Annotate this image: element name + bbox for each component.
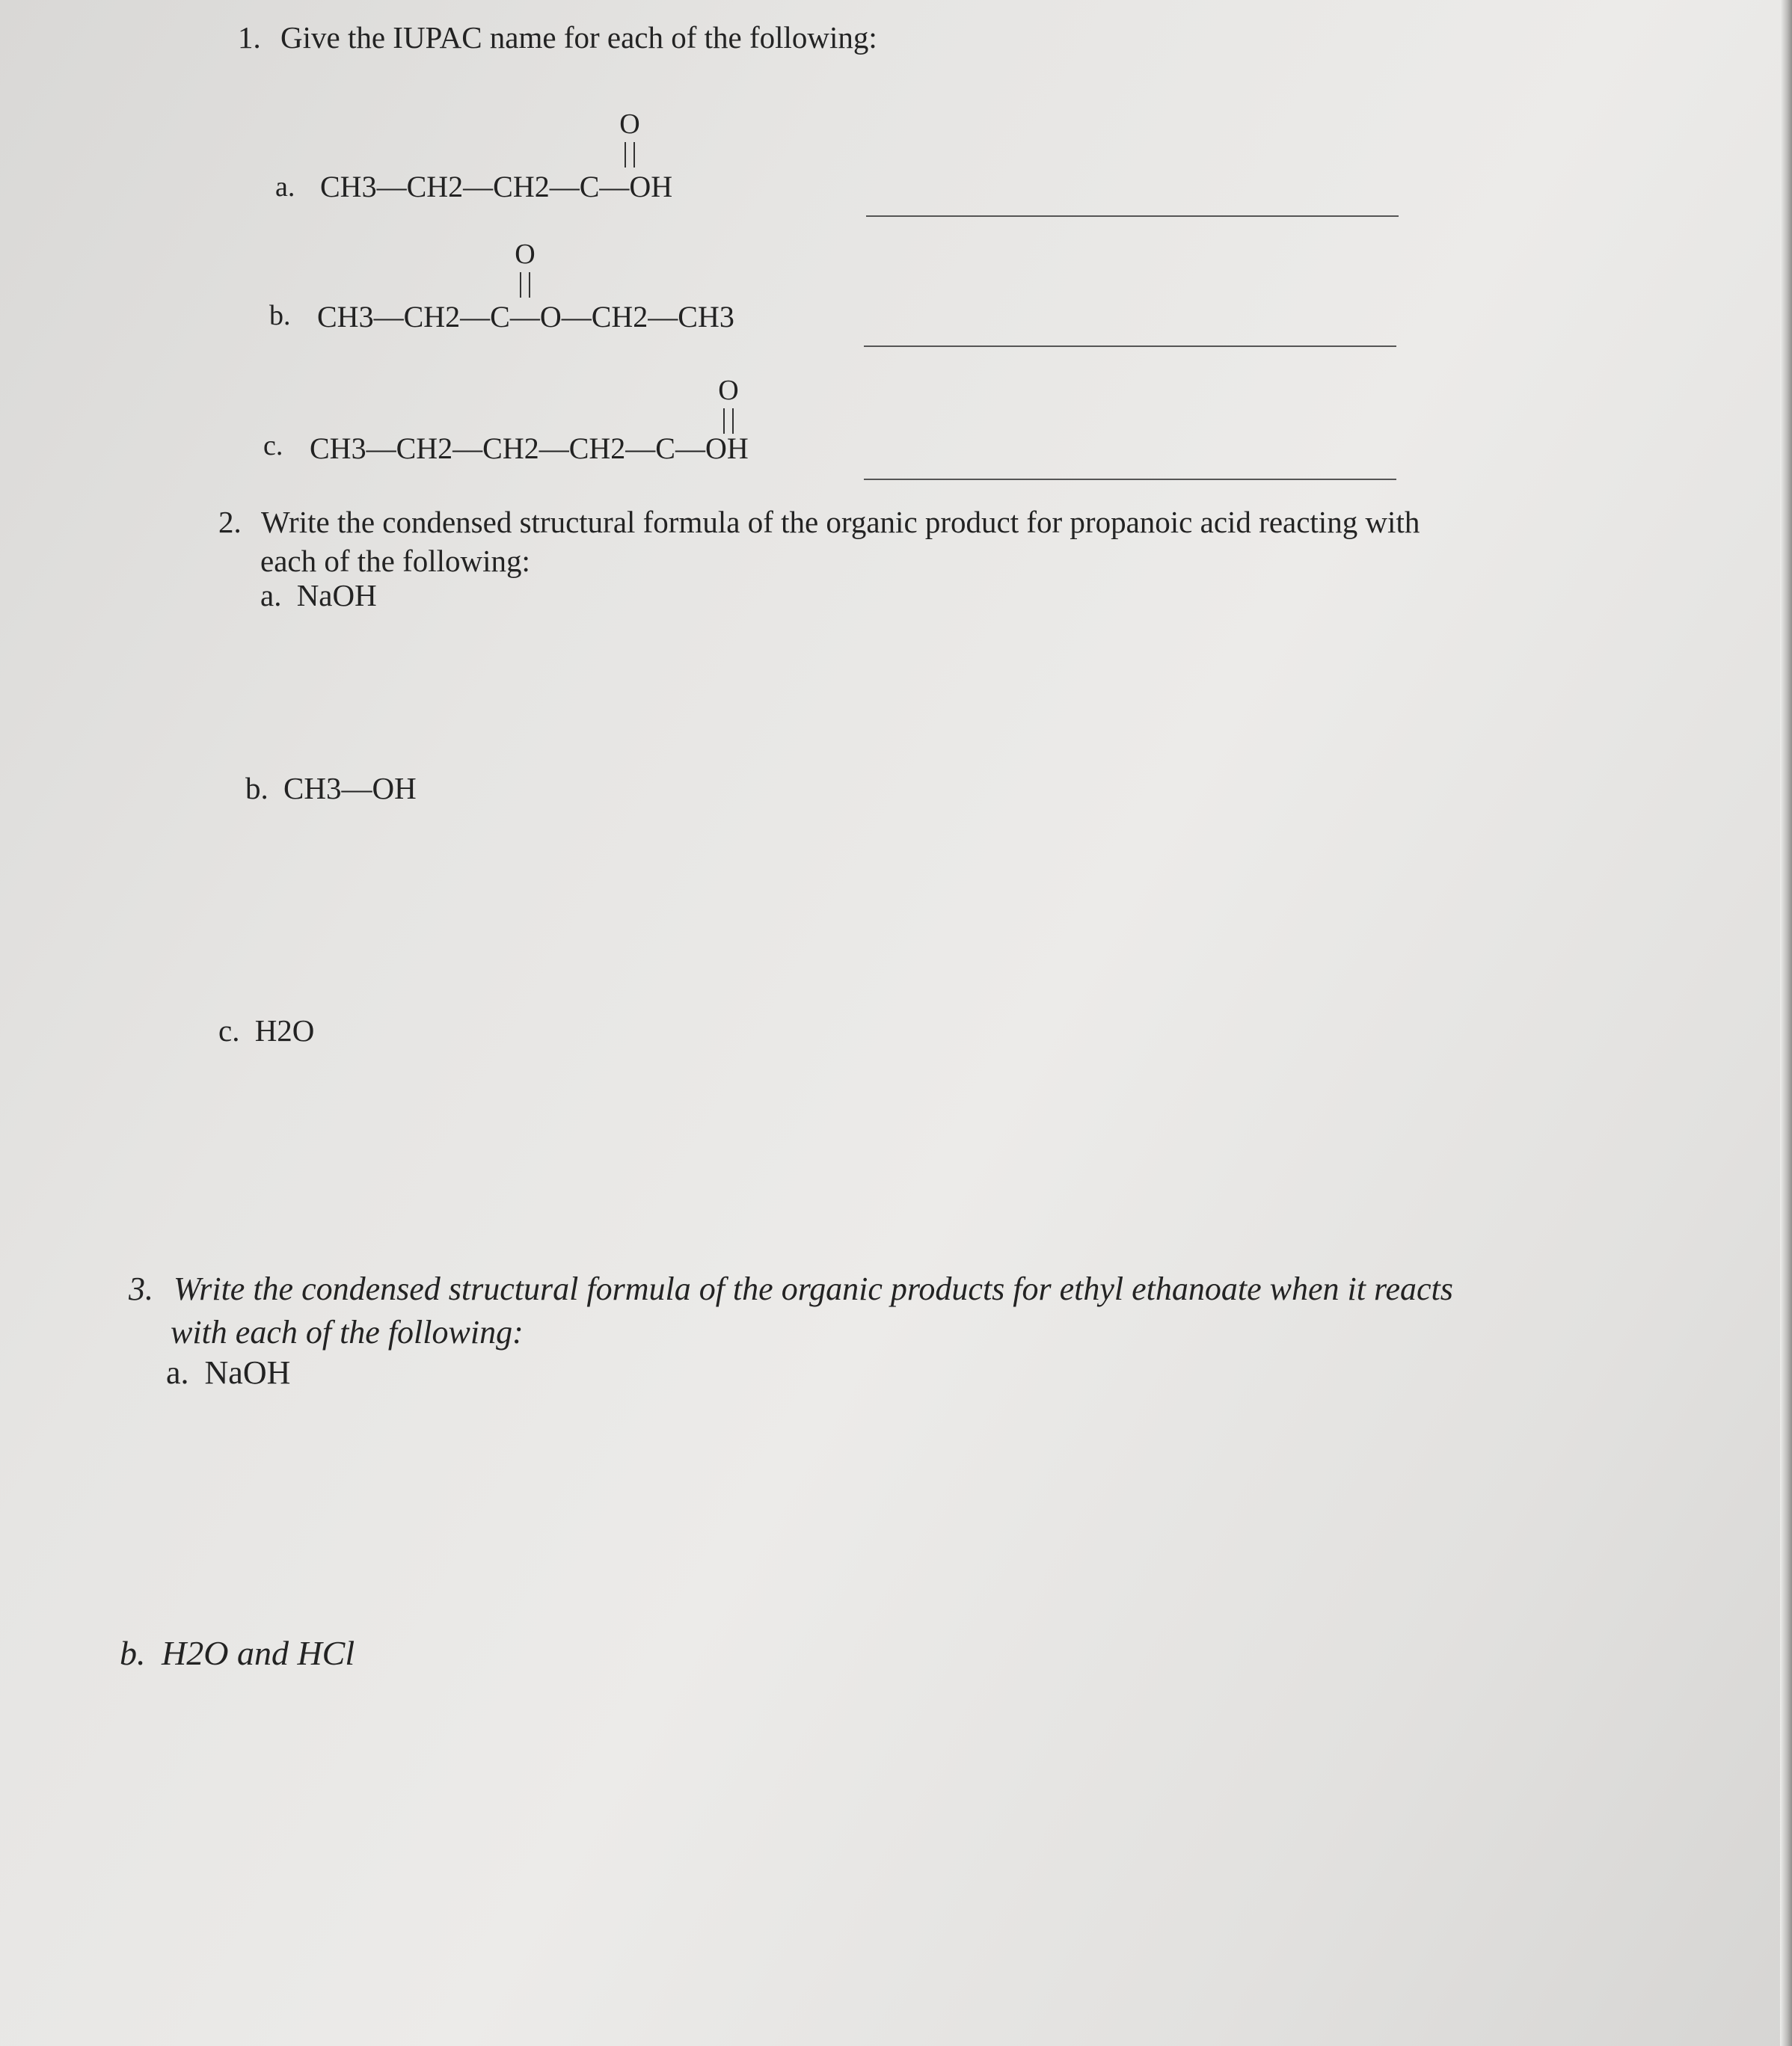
q1c-double-bond [723, 408, 734, 434]
q1-prompt: Give the IUPAC name for each of the following: [280, 20, 877, 55]
q1a-label: a. [275, 171, 295, 203]
q1b-double-bond [520, 272, 530, 298]
q1-heading [238, 19, 877, 55]
q2c-item [218, 1013, 314, 1048]
q3b-label: b. [120, 1634, 146, 1672]
q1b-carbonyl-oxygen: O [515, 239, 536, 270]
q3a-label: a. [166, 1354, 189, 1391]
q2-number: 2. [218, 505, 242, 539]
q1b-structure: CH3—CH2—C—O—CH2—CH3 [317, 300, 734, 334]
q3b-item [120, 1633, 355, 1673]
q3a-reagent: NaOH [204, 1354, 291, 1391]
q3-prompt-line2: with each of the following: [171, 1314, 524, 1351]
q1-number: 1. [238, 20, 261, 55]
q1b-label: b. [269, 300, 291, 331]
q3-prompt-line1: Write the condensed structural formula of the organic products for ethyl ethanoate when it reacts [174, 1271, 1453, 1307]
q3-heading [129, 1270, 1453, 1308]
q2b-label: b. [245, 771, 269, 805]
q2a-reagent: NaOH [296, 578, 377, 612]
q1c-label: c. [263, 430, 283, 461]
q1a-structure: CH3—CH2—CH2—C—OH [320, 170, 673, 203]
q2b-item [245, 770, 417, 806]
q1c-structure: CH3—CH2—CH2—CH2—C—OH [310, 431, 749, 465]
q3a-item [166, 1354, 290, 1392]
q2-heading [218, 504, 1420, 540]
q2-prompt-line1: Write the condensed structural formula of the organic product for propanoic acid reacting with [261, 505, 1420, 539]
q2c-reagent: H2O [254, 1013, 315, 1048]
q2a-item [260, 577, 377, 613]
q1a-carbonyl-oxygen: O [619, 108, 640, 140]
q2b-reagent: CH3—OH [283, 771, 417, 805]
paper-edge-shadow [1780, 0, 1792, 2046]
q1a-answer-line[interactable] [866, 215, 1399, 217]
q3-number: 3. [129, 1271, 153, 1307]
q1b-answer-line[interactable] [864, 345, 1396, 347]
q1a-double-bond [625, 142, 635, 168]
q2-prompt-line2: each of the following: [260, 544, 530, 578]
q1c-answer-line[interactable] [864, 479, 1396, 480]
q2a-label: a. [260, 578, 282, 612]
q1c-carbonyl-oxygen: O [718, 375, 739, 406]
q3b-reagent: H2O and HCl [162, 1634, 355, 1672]
q2c-label: c. [218, 1013, 240, 1048]
